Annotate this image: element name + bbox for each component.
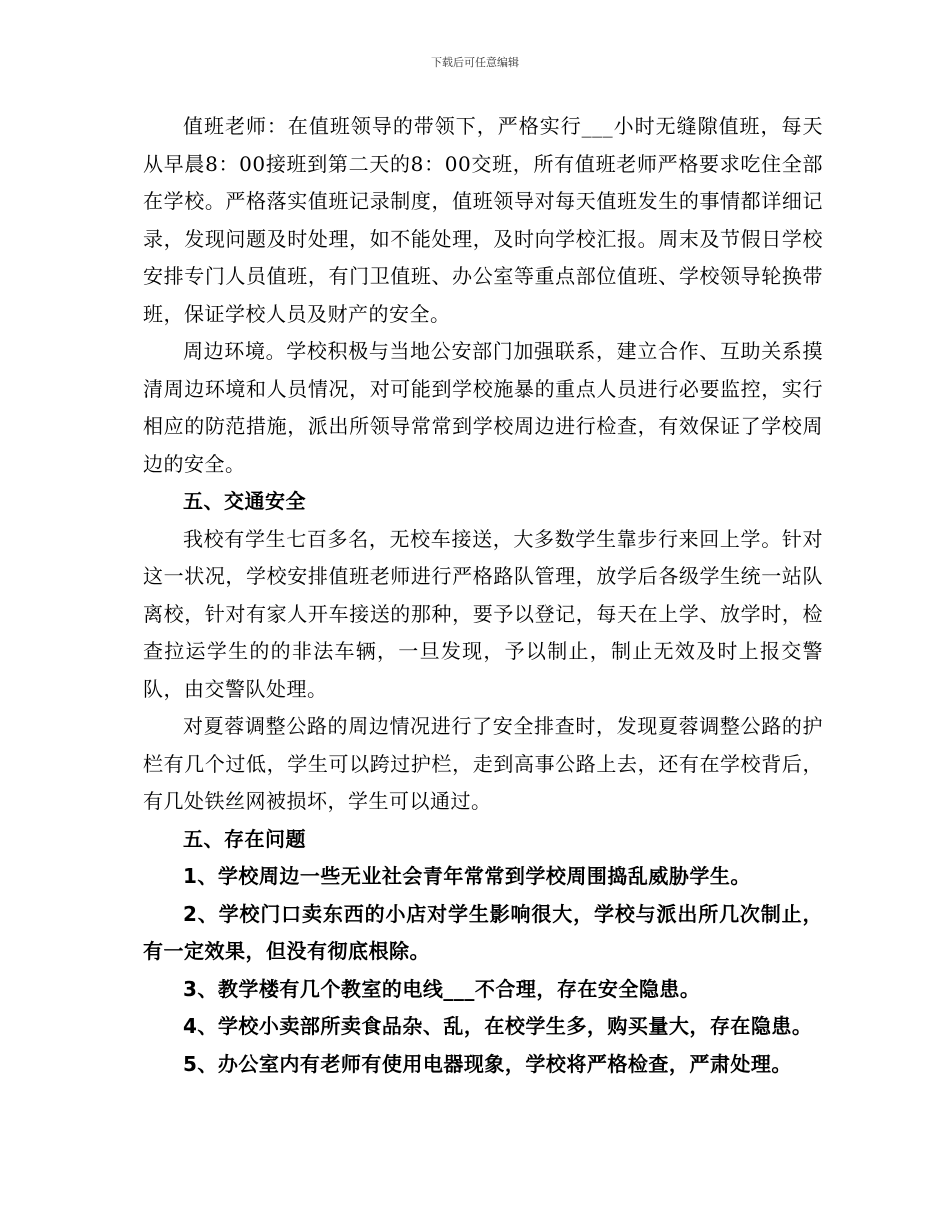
- problem-item-5: 5、办公室内有老师有使用电器现象，学校将严格检查，严肃处理。: [183, 1051, 792, 1076]
- problem-item-4: 4、学校小卖部所卖食品杂、乱，在校学生多，购买量大，存在隐患。: [183, 1014, 813, 1038]
- page-header: 下载后可任意编辑: [431, 56, 519, 69]
- problem-item-2: 2、学校门口卖东西的小店对学生影响很大，学校与派出所几次制止，有一定效果，但没有彻底根除。: [143, 901, 823, 963]
- paragraph-duty-teacher: 值班老师：在值班领导的带领下，严格实行___小时无缝隙值班，每天从早晨8：00接班到第二天的8：00交班，所有值班老师严格要求吃住全部在学校。严格落实值班记录制度，值班领导对每天值班发生的事情都详细记录，发现问题及时处理，如不能处理，及时向学校汇报。周末及节假日学校安排专门人员值班，有门卫值班、办公室等重点部位值班、学校领导轮换带班，保证学校人员及财产的安全。: [143, 114, 823, 326]
- paragraph-road-check: 对夏蓉调整公路的周边情况进行了安全排查时，发现夏蓉调整公路的护栏有几个过低，学生可以跨过护栏，走到高事公路上去，还有在学校背后，有几处铁丝网被损坏，学生可以通过。: [143, 714, 823, 813]
- paragraph-surroundings: 周边环境。学校积极与当地公安部门加强联系，建立合作、互助关系摸清周边环境和人员情况，对可能到学校施暴的重点人员进行必要监控，实行相应的防范措施，派出所领导常常到学校周边进行检查，有效保证了学校周边的安全。: [143, 339, 823, 476]
- document-body: [143, 108, 823, 1083]
- heading-existing-problems: 五、存在问题: [183, 826, 306, 851]
- problem-item-1: 1、学校周边一些无业社会青年常常到学校周围捣乱威胁学生。: [183, 864, 751, 888]
- heading-traffic-safety: 五、交通安全: [183, 489, 306, 513]
- problem-item-3: 3、教学楼有几个教室的电线___不合理，存在安全隐患。: [183, 976, 701, 1001]
- paragraph-traffic: 我校有学生七百多名，无校车接送，大多数学生靠步行来回上学。针对这一状况，学校安排值班老师进行严格路队管理，放学后各级学生统一站队离校，针对有家人开车接送的那种，要予以登记，每天在上学、放学时，检查拉运学生的的非法车辆，一旦发现，予以制止，制止无效及时上报交警队，由交警队处理。: [143, 526, 823, 701]
